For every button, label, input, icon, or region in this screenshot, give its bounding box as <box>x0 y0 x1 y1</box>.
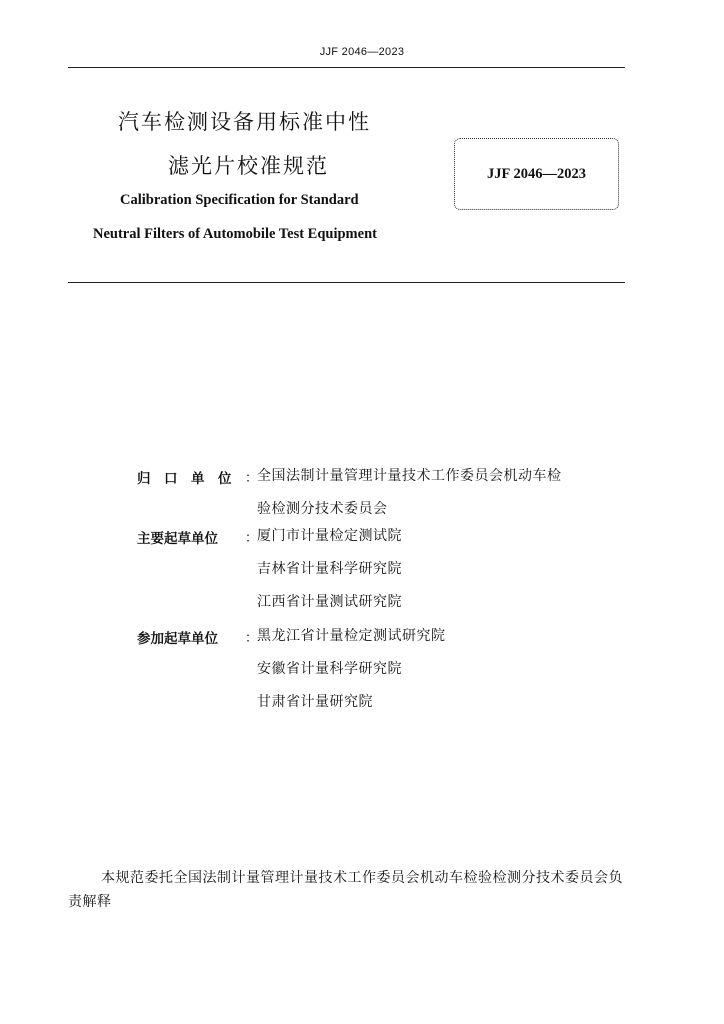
main-drafters-list <box>257 520 632 619</box>
specification-code: JJF 2046—2023 <box>487 165 586 182</box>
title-chinese-line-2: 滤光片校准规范 <box>168 154 329 178</box>
participating-drafters-label: 参加起草单位 <box>137 631 218 647</box>
responsible-unit-colon: ： <box>245 471 259 486</box>
top-rule <box>68 67 625 68</box>
main-drafter-item: 吉林省计量科学研究院 <box>257 561 402 577</box>
main-drafter-item: 厦门市计量检定测试院 <box>257 528 402 544</box>
specification-code-box <box>454 138 619 210</box>
main-drafters-label: 主要起草单位 <box>137 531 218 547</box>
middle-rule <box>68 282 625 283</box>
title-english-line-2: Neutral Filters of Automobile Test Equipment <box>93 226 377 242</box>
responsible-unit-line-2: 验检测分技术委员会 <box>257 501 388 517</box>
participating-drafter-item: 黑龙江省计量检定测试研究院 <box>257 628 446 644</box>
participating-drafters-list <box>257 620 632 719</box>
interpretation-note: 本规范委托全国法制计量管理计量技术工作委员会机动车检验检测分技术委员会负责解释 <box>68 870 623 910</box>
responsible-unit-line-1: 全国法制计量管理计量技术工作委员会机动车检 <box>257 468 562 484</box>
title-english-line-1: Calibration Specification for Standard <box>120 192 359 208</box>
responsible-unit-value <box>257 460 632 526</box>
main-drafter-item: 江西省计量测试研究院 <box>257 594 402 610</box>
responsible-unit-label: 归口单位 <box>137 471 245 487</box>
main-drafters-colon: ： <box>245 531 259 546</box>
participating-drafter-item: 安徽省计量科学研究院 <box>257 661 402 677</box>
title-chinese-line-1: 汽车检测设备用标准中性 <box>118 110 371 134</box>
participating-drafter-item: 甘肃省计量研究院 <box>257 694 373 710</box>
running-header-code: JJF 2046—2023 <box>319 46 405 58</box>
participating-drafters-colon: ： <box>245 631 259 646</box>
